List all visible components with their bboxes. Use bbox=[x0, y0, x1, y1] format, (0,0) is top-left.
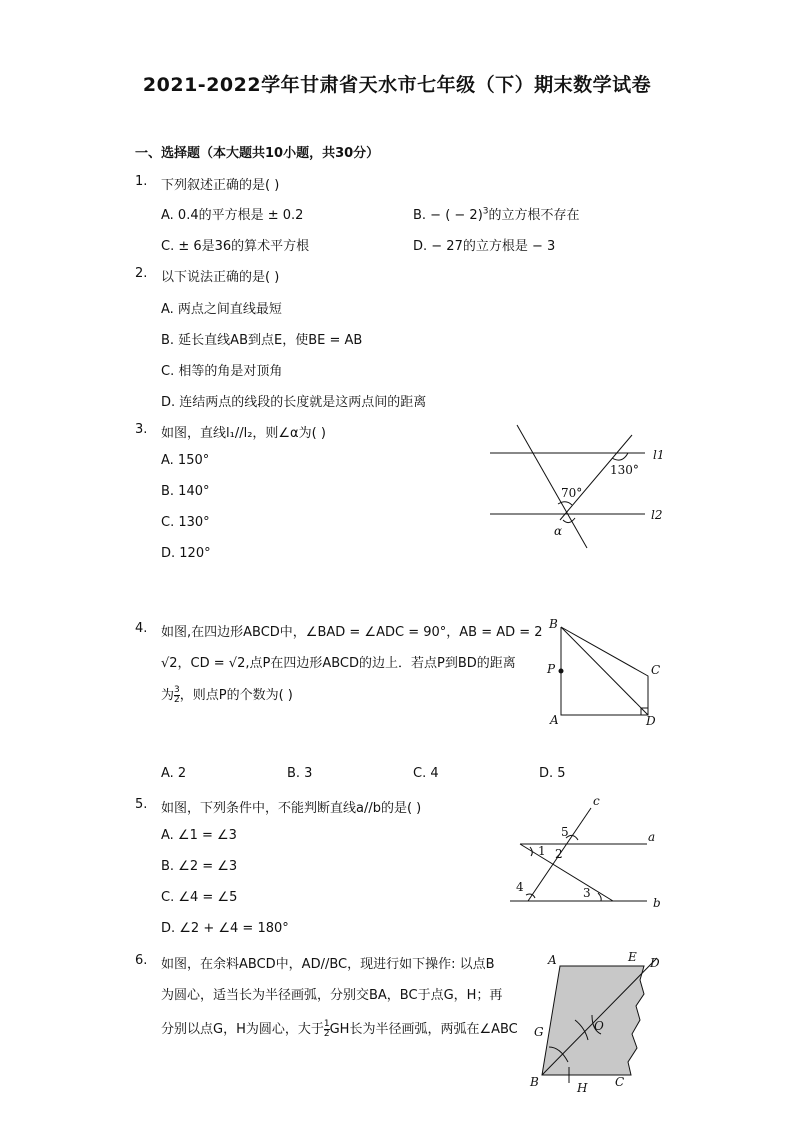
option-b: B. 140° bbox=[161, 484, 210, 499]
label-c: C bbox=[651, 663, 661, 677]
option-a: A. 150° bbox=[161, 453, 210, 468]
option-d: D. 120° bbox=[161, 546, 211, 561]
question-stem: 下列叙述正确的是( ) bbox=[161, 178, 280, 193]
label-3: 3 bbox=[583, 886, 591, 900]
question-stem: 以下说法正确的是( ) bbox=[161, 270, 280, 285]
question-stem: 如图，下列条件中，不能判断直线a//b的是( ) bbox=[161, 801, 422, 816]
page-title: 2021-2022学年甘肃省天水市七年级（下）期末数学试卷 bbox=[142, 74, 652, 96]
label-alpha: α bbox=[554, 524, 563, 538]
question-number: 1. bbox=[135, 174, 148, 189]
label-l1: l1 bbox=[653, 448, 665, 462]
question-line: 分别以点G，H为圆心，大于 $\frac{1}{2}$ GH长为半径画弧，两弧在∠ABC bbox=[161, 1019, 518, 1039]
question-number: 2. bbox=[135, 266, 148, 281]
fraction: $\frac{1}{2}$ bbox=[323, 1019, 330, 1039]
question-line: √2，CD = √2,点P在四边形ABCD的边上．若点P到BD的距离 bbox=[161, 656, 516, 671]
option-b: B. 延长直线AB到点E，使BE = AB bbox=[161, 333, 363, 348]
option-d: D. − 27的立方根是 − 3 bbox=[413, 239, 556, 254]
label-d: D bbox=[650, 956, 660, 970]
label-b: B bbox=[549, 617, 558, 631]
question-line: 如图，在余料ABCD中，AD//BC，现进行如下操作: 以点B bbox=[161, 957, 495, 972]
label-4: 4 bbox=[516, 880, 524, 894]
label-e: E bbox=[628, 950, 637, 964]
option-c: C. 130° bbox=[161, 515, 210, 530]
label-a: A bbox=[548, 953, 557, 967]
label-1: 1 bbox=[538, 844, 546, 858]
option-c: C. ± 6是36的算术平方根 bbox=[161, 239, 310, 254]
label-130: 130° bbox=[610, 463, 639, 477]
label-l2: l2 bbox=[651, 508, 663, 522]
option-d: D. 5 bbox=[539, 766, 566, 781]
leftover-material bbox=[542, 966, 644, 1075]
option-d: D. ∠2 + ∠4 = 180° bbox=[161, 921, 289, 936]
option-b: B. − ( − 2)$^3$的立方根不存在 bbox=[413, 206, 580, 223]
option-a: A. 两点之间直线最短 bbox=[161, 302, 282, 317]
question-line: 为圆心，适当长为半径画弧，分别交BA，BC于点G，H；再 bbox=[161, 988, 503, 1003]
label-o: O bbox=[594, 1019, 604, 1033]
label-p: P bbox=[547, 662, 556, 676]
label-5: 5 bbox=[561, 825, 569, 839]
label-h: H bbox=[577, 1081, 588, 1095]
question-number: 4. bbox=[135, 621, 148, 636]
label-c: c bbox=[593, 794, 600, 808]
label-70: 70° bbox=[561, 486, 583, 500]
label-c: C bbox=[615, 1075, 625, 1089]
label-2: 2 bbox=[555, 847, 563, 861]
option-a: A. 2 bbox=[161, 766, 187, 781]
question-line: 为 $\frac{3}{2}$ ，则点P的个数为( ) bbox=[161, 685, 293, 705]
option-a: A. 0.4的平方根是 ± 0.2 bbox=[161, 208, 304, 223]
label-a: A bbox=[550, 713, 559, 727]
question-number: 5. bbox=[135, 797, 148, 812]
label-d: D bbox=[646, 714, 656, 728]
question-number: 6. bbox=[135, 953, 148, 968]
label-g: G bbox=[534, 1025, 544, 1039]
question-number: 3. bbox=[135, 422, 148, 437]
option-b: B. ∠2 = ∠3 bbox=[161, 859, 238, 874]
option-a: A. ∠1 = ∠3 bbox=[161, 828, 237, 843]
question-stem: 如图，直线l₁//l₂，则∠α为( ) bbox=[161, 426, 326, 441]
option-c: C. 相等的角是对顶角 bbox=[161, 364, 283, 379]
label-b: B bbox=[530, 1075, 539, 1089]
option-b: B. 3 bbox=[287, 766, 313, 781]
label-a: a bbox=[648, 830, 656, 844]
option-c: C. 4 bbox=[413, 766, 439, 781]
label-b: b bbox=[653, 896, 661, 910]
option-c: C. ∠4 = ∠5 bbox=[161, 890, 238, 905]
fraction: $\frac{3}{2}$ bbox=[174, 685, 180, 705]
option-d: D. 连结两点的线段的长度就是这两点间的距离 bbox=[161, 395, 427, 410]
question-line: 如图,在四边形ABCD中，∠BAD = ∠ADC = 90°，AB = AD = 2 bbox=[161, 625, 543, 640]
section-heading: 一、选择题（本大题共10小题，共30分） bbox=[135, 146, 380, 161]
